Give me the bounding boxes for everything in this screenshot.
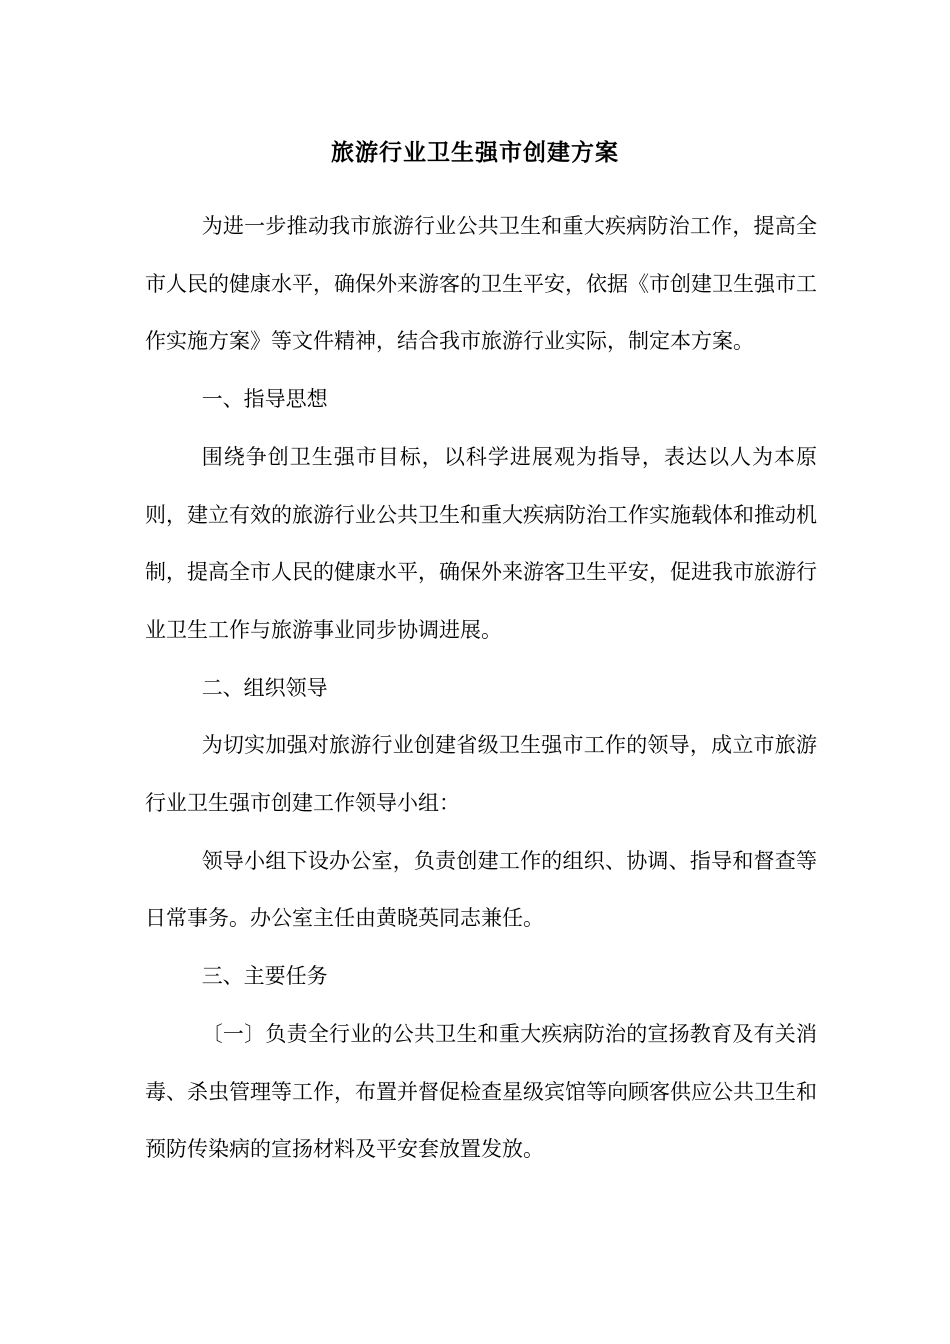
paragraph-organization-1: 为切实加强对旅游行业创建省级卫生强市工作的领导，成立市旅游行业卫生强市创建工作领导小组：: [145, 733, 817, 816]
section-heading-main-tasks: 三、主要任务: [201, 964, 328, 989]
paragraph-main-task-1: 〔一〕负责全行业的公共卫生和重大疾病防治的宣扬教育及有关消毒、杀虫管理等工作，布置并督促检查星级宾馆等向顾客供应公共卫生和预防传染病的宣扬材料及平安套放置发放。: [145, 1021, 817, 1162]
section-heading-organization: 二、组织领导: [201, 675, 328, 700]
paragraph-guiding-ideology: 围绕争创卫生强市目标，以科学进展观为指导，表达以人为本原则，建立有效的旅游行业公共卫生和重大疾病防治工作实施载体和推动机制，提高全市人民的健康水平，确保外来游客卫生平安，促进我市旅游行业卫生工作与旅游事业同步协调进展。: [145, 444, 817, 642]
document-title: 旅游行业卫生强市创建方案: [331, 139, 619, 166]
section-heading-guiding-ideology: 一、指导思想: [201, 387, 328, 412]
paragraph-intro: 为进一步推动我市旅游行业公共卫生和重大疾病防治工作，提高全市人民的健康水平，确保外来游客的卫生平安，依据《市创建卫生强市工作实施方案》等文件精神，结合我市旅游行业实际，制定本方案。: [145, 214, 817, 354]
document-body: [145, 198, 817, 1179]
paragraph-organization-2: 领导小组下设办公室，负责创建工作的组织、协调、指导和督查等日常事务。办公室主任由黄晓英同志兼任。: [145, 848, 817, 931]
